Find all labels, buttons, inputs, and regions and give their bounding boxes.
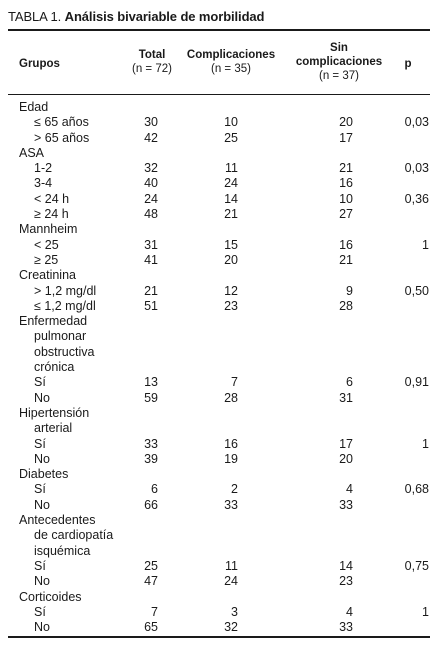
table-row (0, 406, 445, 421)
cell-without-complications: 33 (339, 497, 353, 512)
row-label: ≤ 65 años (34, 115, 89, 130)
table-row (0, 452, 445, 467)
cell-total: 30 (144, 115, 158, 130)
table-row (0, 329, 445, 344)
table-row (0, 620, 445, 635)
row-label: Sí (34, 375, 46, 390)
cell-complications: 28 (224, 390, 238, 405)
row-label: Sí (34, 604, 46, 619)
cell-complications: 25 (224, 130, 238, 145)
cell-without-complications: 17 (339, 436, 353, 451)
row-label: No (34, 497, 50, 512)
row-label: No (34, 451, 50, 466)
row-label: Antecedentes (19, 513, 96, 528)
cell-without-complications: 21 (339, 252, 353, 267)
row-label: obstructiva (34, 344, 95, 359)
table-row (0, 360, 445, 375)
table-caption (8, 9, 264, 24)
cell-total: 47 (144, 574, 158, 589)
row-label: Hipertensión (19, 405, 90, 420)
table-row (0, 284, 445, 299)
header-complications-label: Complicaciones (186, 49, 276, 61)
table-row (0, 498, 445, 513)
row-label: < 24 h (34, 191, 70, 206)
cell-complications: 11 (225, 161, 238, 176)
header-total (120, 48, 184, 76)
bottom-rule (8, 636, 430, 638)
row-label: Corticoides (19, 589, 82, 604)
header-total-label: Total (138, 49, 166, 61)
cell-complications: 3 (231, 604, 238, 619)
cell-without-complications: 27 (339, 207, 353, 222)
table-row (0, 391, 445, 406)
cell-total: 65 (144, 620, 158, 635)
cell-complications: 33 (224, 497, 238, 512)
table-row (0, 207, 445, 222)
row-label: ≥ 25 (34, 252, 59, 267)
header-without-n: (n = 37) (319, 70, 359, 82)
header-groups-label: Grupos (19, 58, 60, 70)
table-row (0, 574, 445, 589)
caption-prefix: TABLA 1. (8, 9, 62, 24)
caption-title: Análisis bivariable de morbilidad (64, 9, 265, 24)
header-without-complications (286, 41, 392, 83)
table-row (0, 482, 445, 497)
cell-without-complications: 17 (339, 130, 353, 145)
table-row (0, 513, 445, 528)
table-row (0, 437, 445, 452)
cell-total: 6 (151, 482, 158, 497)
row-label: ASA (19, 145, 45, 160)
row-label: Sí (34, 482, 46, 497)
cell-p-value: 1 (422, 604, 429, 619)
cell-complications: 14 (224, 191, 238, 206)
cell-total: 13 (144, 375, 158, 390)
header-p (396, 57, 420, 71)
cell-total: 59 (144, 390, 158, 405)
cell-total: 31 (144, 237, 158, 252)
cell-p-value: 0,75 (404, 558, 429, 573)
table-row (0, 192, 445, 207)
row-label: < 25 (34, 237, 59, 252)
cell-p-value: 0,50 (404, 283, 429, 298)
cell-p-value: 1 (422, 436, 429, 451)
row-label: isquémica (34, 543, 91, 558)
cell-without-complications: 28 (339, 298, 353, 313)
cell-without-complications: 23 (339, 574, 353, 589)
cell-complications: 11 (225, 558, 238, 573)
top-rule (8, 29, 430, 31)
cell-complications: 16 (224, 436, 238, 451)
cell-without-complications: 6 (346, 375, 353, 390)
cell-p-value: 0,03 (404, 161, 429, 176)
cell-without-complications: 31 (339, 390, 353, 405)
cell-p-value: 1 (422, 237, 429, 252)
table-row (0, 421, 445, 436)
cell-without-complications: 16 (339, 237, 353, 252)
table-row (0, 605, 445, 620)
cell-p-value: 0,36 (404, 191, 429, 206)
table-row (0, 268, 445, 283)
cell-p-value: 0,68 (404, 482, 429, 497)
row-label: Edad (19, 100, 49, 114)
cell-without-complications: 20 (339, 115, 353, 130)
cell-total: 66 (144, 497, 158, 512)
cell-total: 21 (144, 283, 158, 298)
cell-without-complications: 14 (339, 558, 353, 573)
table-row (0, 314, 445, 329)
table-row (0, 528, 445, 543)
cell-without-complications: 4 (346, 482, 353, 497)
header-without-line2: complicaciones (295, 56, 383, 68)
cell-complications: 7 (231, 375, 238, 390)
row-label: 1-2 (34, 161, 53, 176)
row-label: Sí (34, 558, 46, 573)
header-complications-n: (n = 35) (211, 63, 251, 75)
table-row (0, 345, 445, 360)
cell-total: 24 (144, 191, 158, 206)
table-row (0, 131, 445, 146)
cell-without-complications: 20 (339, 451, 353, 466)
cell-complications: 15 (224, 237, 238, 252)
cell-total: 48 (144, 207, 158, 222)
cell-without-complications: 4 (346, 604, 353, 619)
cell-total: 41 (144, 252, 158, 267)
cell-total: 32 (144, 161, 158, 176)
cell-complications: 19 (224, 451, 238, 466)
cell-complications: 24 (224, 176, 238, 191)
row-label: crónica (34, 360, 75, 375)
header-complications (183, 48, 279, 76)
cell-total: 25 (144, 558, 158, 573)
table-row (0, 115, 445, 130)
cell-total: 7 (151, 604, 158, 619)
cell-total: 40 (144, 176, 158, 191)
table-row (0, 161, 445, 176)
header-total-n: (n = 72) (132, 63, 172, 75)
row-label: No (34, 390, 50, 405)
table-row (0, 222, 445, 237)
cell-without-complications: 10 (339, 191, 353, 206)
header-without-line1: Sin (330, 42, 348, 54)
row-label: No (34, 574, 50, 589)
row-label: de cardiopatía (34, 528, 114, 543)
cell-total: 39 (144, 451, 158, 466)
table-row (0, 590, 445, 605)
header-rule (8, 94, 430, 95)
cell-complications: 32 (224, 620, 238, 635)
cell-total: 33 (144, 436, 158, 451)
row-label: > 1,2 mg/dl (34, 283, 97, 298)
table-row (0, 299, 445, 314)
table-row (0, 100, 445, 115)
table-row (0, 146, 445, 161)
row-label: No (34, 620, 50, 635)
cell-complications: 10 (224, 115, 238, 130)
cell-complications: 20 (224, 252, 238, 267)
cell-without-complications: 9 (346, 283, 353, 298)
cell-complications: 21 (224, 207, 238, 222)
cell-p-value: 0,03 (404, 115, 429, 130)
row-label: Mannheim (19, 222, 78, 237)
row-label: pulmonar (34, 329, 87, 344)
cell-complications: 12 (224, 283, 238, 298)
row-label: Sí (34, 436, 46, 451)
row-label: ≥ 24 h (34, 207, 69, 222)
header-p-label: p (404, 58, 412, 70)
cell-complications: 23 (224, 298, 238, 313)
cell-without-complications: 33 (339, 620, 353, 635)
cell-without-complications: 21 (339, 161, 353, 176)
table-body (0, 100, 445, 635)
cell-complications: 24 (224, 574, 238, 589)
row-label: ≤ 1,2 mg/dl (34, 298, 96, 313)
table-row (0, 238, 445, 253)
cell-complications: 2 (231, 482, 238, 497)
row-label: Enfermedad (19, 314, 88, 329)
cell-p-value: 0,91 (404, 375, 429, 390)
row-label: Diabetes (19, 467, 69, 482)
table-row (0, 176, 445, 191)
row-label: arterial (34, 421, 73, 436)
row-label: Creatinina (19, 268, 76, 283)
table-row (0, 253, 445, 268)
table-row (0, 559, 445, 574)
row-label: 3-4 (34, 176, 53, 191)
table-row (0, 375, 445, 390)
cell-total: 42 (144, 130, 158, 145)
row-label: > 65 años (34, 130, 90, 145)
table-row (0, 544, 445, 559)
header-groups (19, 57, 60, 71)
cell-total: 51 (144, 298, 158, 313)
table-row (0, 467, 445, 482)
cell-without-complications: 16 (339, 176, 353, 191)
